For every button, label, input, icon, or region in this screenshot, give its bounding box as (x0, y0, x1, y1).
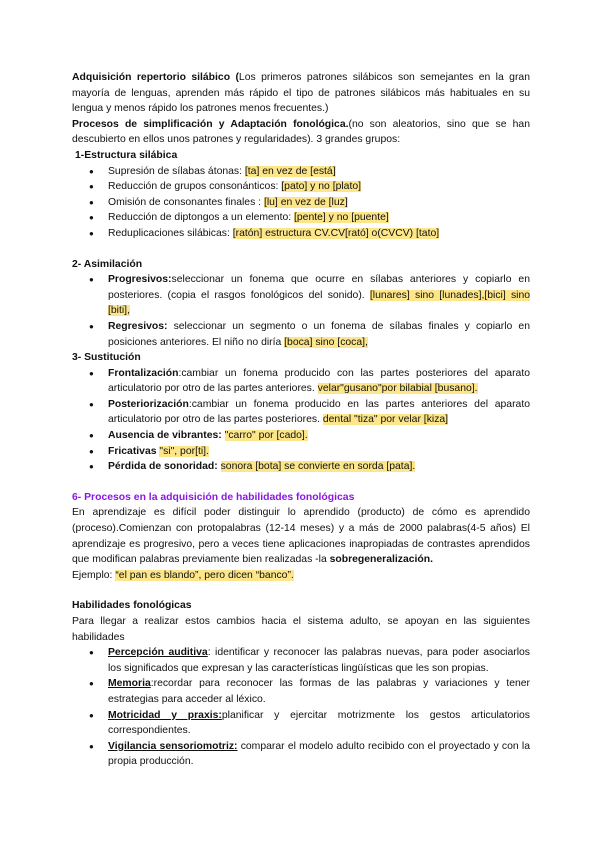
section-heading-syllabic-structure: 1-Estructura silábica (75, 149, 178, 161)
heading-syllabic-repertoire: Adquisición repertorio silábico ( (72, 72, 239, 83)
paragraph-acquisition-processes: En aprendizaje es difícil poder distinguir lo aprendido (producto) de cómo es aprendido (proceso).Comienzan con protopalabras (12-14 meses) y a más de 2000 palabras(4-5 años) El aprendizaje es progresivo, pero a veces tiene aplicaciones inapropiadas de contrastes aprendidos que modifican palabras previamente bien realizadas -la sobregeneralización. (72, 507, 530, 566)
list-item: ● Frontalización:cambiar un fonema producido con las partes posteriores del aparato articulatorio por otro de las partes anteriores. velar"gusano"por bilabial [busano]. (72, 366, 530, 397)
list-item: ● Omisión de consonantes finales : [lu] en vez de [luz] (72, 195, 530, 211)
heading-simplification: Procesos de simplificación y Adaptación fonológica. (72, 118, 349, 130)
list-item: ● Vigilancia sensoriomotriz: comparar el modelo adulto recibido con el proyectado y con la propia producción. (72, 739, 530, 770)
paragraph-example: Ejemplo: “el pan es blando”, pero dicen “banco”. (72, 569, 294, 581)
paragraph-syllabic-repertoire: Adquisición repertorio silábico (Los primeros patrones silábicos son semejantes en la gran mayoría de lenguas, aprenden más rápido el tipo de patrones silábicos más habituales en su lengua y menos rápido los patrones menos frecuentes.) (72, 72, 530, 115)
list-phonological-skills (72, 645, 530, 770)
list-substitution (72, 366, 530, 475)
list-item: ● Progresivos:seleccionar un fonema que ocurre en sílabas anteriores y copiarlo en posteriores. (copia el rasgos fonológicos del sonido). [lunares] sino [lunades],[bici] sino [biti], (72, 272, 530, 319)
list-item: ● Motricidad y praxis:planificar y ejercitar motrizmente los gestos articulatorios correspondientes. (72, 708, 530, 739)
list-item: ● Fricativas "si", por[ti]. (72, 444, 530, 460)
document-page (72, 70, 530, 770)
list-item: ● Reducción de diptongos a un elemento: [pente] y no [puente] (72, 210, 530, 226)
section-heading-acquisition-processes: 6- Procesos en la adquisición de habilidades fonológicas (72, 491, 355, 503)
list-assimilation (72, 272, 530, 350)
list-syllabic-structure (72, 164, 530, 242)
list-item: ● Regresivos: seleccionar un segmento o un fonema de sílabas finales y copiarlo en posiciones anteriores. El niño no diría [boca] sino [coca], (72, 319, 530, 350)
paragraph-simplification: Procesos de simplificación y Adaptación fonológica.(no son aleatorios, sino que se han descubierto en ellos unos patrones y regularidades). 3 grandes grupos: (72, 118, 530, 146)
list-item: ● Pérdida de sonoridad: sonora [bota] se convierte en sorda [pata]. (72, 459, 530, 475)
section-heading-substitution: 3- Sustitución (72, 352, 141, 364)
list-item: ● Memoria:recordar para reconocer las formas de las palabras y variaciones y tener estrategias para acceder al léxico. (72, 676, 530, 707)
paragraph-skills-intro: Para llegar a realizar estos cambios hacia el sistema adulto, se apoyan en las siguientes habilidades (72, 616, 530, 643)
list-item: ● Reducción de grupos consonánticos: [pato] y no [plato] (72, 179, 530, 195)
list-item: ● Supresión de sílabas átonas: [ta] en vez de [está] (72, 164, 530, 180)
list-item: ● Percepción auditiva: identificar y reconocer las palabras nuevas, para poder asociarlos los significados que expresan y las características lingüísticas que les son propias. (72, 645, 530, 676)
list-item: ● Ausencia de vibrantes: "carro" por [cado]. (72, 428, 530, 444)
list-item: ● Posteriorización:cambiar un fonema producido en las partes anteriores del aparato articulatorio por otro de las partes posteriores. dental "tiza" por velar [kiza] (72, 397, 530, 428)
section-heading-phonological-skills: Habilidades fonológicas (72, 600, 192, 612)
list-item: ● Reduplicaciones silábicas: [ratón] estructura CV.CV[rató] o(CVCV) [tato] (72, 226, 530, 242)
section-heading-assimilation: 2- Asimilación (72, 258, 143, 270)
